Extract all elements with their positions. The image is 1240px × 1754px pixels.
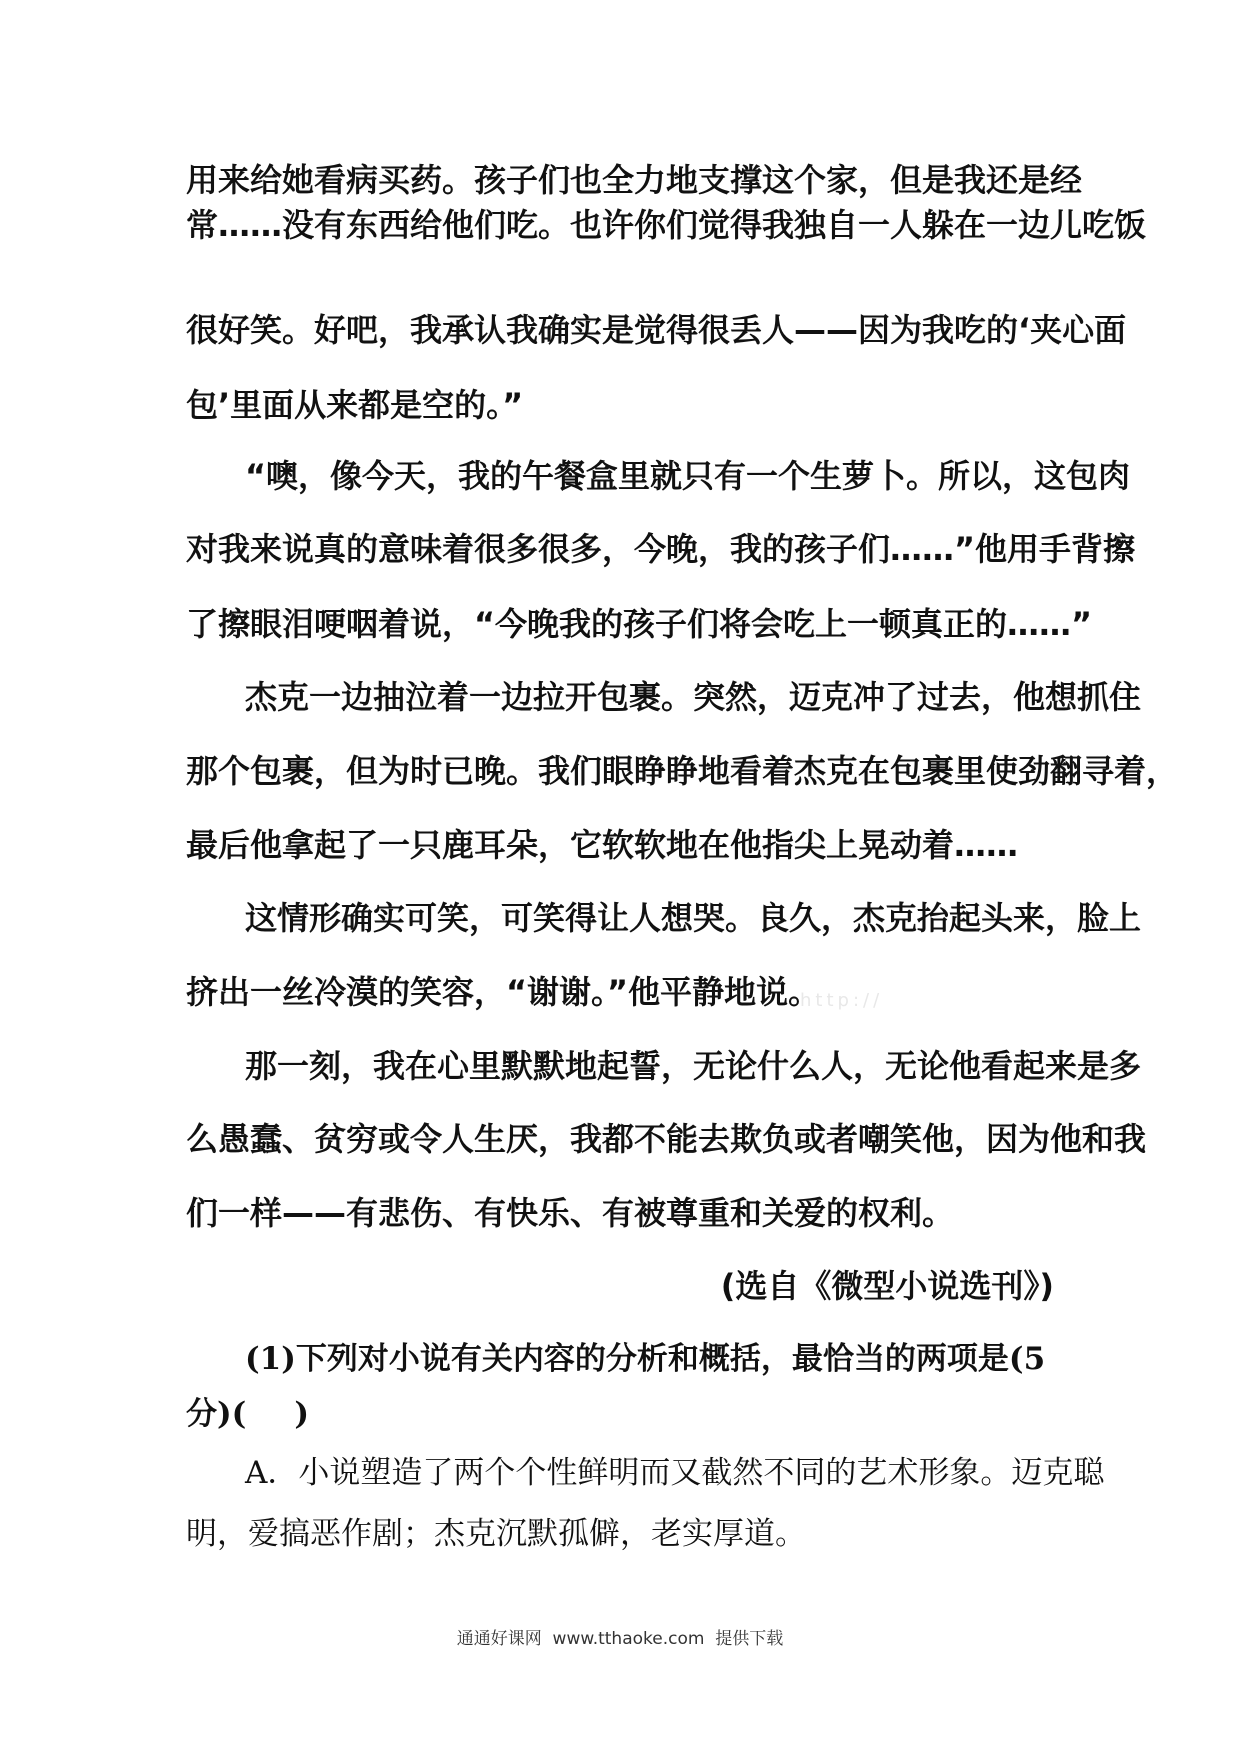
question-suffix: ) (294, 1396, 310, 1432)
question-line: (1)下列对小说有关内容的分析和概括，最恰当的两项是(5 (245, 1341, 1046, 1377)
footer-credit: 通通好课网 www.tthaoke.com 提供下载 (456, 1629, 784, 1649)
option-a-line: 明，爱搞恶作剧；杰克沉默孤僻，老实厚道。 (186, 1516, 806, 1552)
question-prefix: 分)( (186, 1396, 247, 1432)
option-a-line: A．小说塑造了两个个性鲜明而又截然不同的艺术形象。迈克聪 (245, 1455, 1105, 1491)
question-line (186, 1394, 309, 1434)
watermark: http:// (800, 990, 884, 1011)
document-page: 用来给她看病买药。孩子们也全力地支撑这个家，但是我还是经 常……没有东西给他们吃。也许你们觉得我独自一人躲在一边儿吃饭 很好笑。好吧，我承认我确实是觉得很丢人——因为我吃的‘夹心面 包’里面从来都是空的。” “噢，像今天，我的午餐盒里就只有一个生萝卜。所以，这包肉 对我来说真的意味着很多很多，今晚，我的孩子们……”他用手背擦 了擦眼泪哽咽着说，“今晚我的孩子们将会吃上一顿真正的……” 杰克一边抽泣着一边拉开包裹。突然，迈克冲了过去，他想抓住 那个包裹，但为时已晚。我们眼睁睁地看着杰克在包裹里使劲翻寻着， 最后他拿起了一只鹿耳朵，它软软地在他指尖上晃动着…… 这情形确实可笑，可笑得让人想哭。良久，杰克抬起头来，脸上 挤出一丝冷漠的笑容，“谢谢。”他平静地说。 那一刻，我在心里默默地起誓，无论什么人，无论他看起来是多 么愚蠢、贫穷或令人生厌，我都不能去欺负或者嘲笑他，因为他和我 们一样——有悲伤、有快乐、有被尊重和关爱的权利。 (选自《微型小说选刊》) (1)下列对小说有关内容的分析和概括，最恰当的两项是(5 分)( ) A．小说塑造了两个个性鲜明而又截然不同的艺术形象。迈克聪 明，爱搞恶作剧；杰克沉默孤僻，老实厚道。 http:// 通通好课网 www.tthaoke.com 提供下载 (0, 0, 1240, 1754)
